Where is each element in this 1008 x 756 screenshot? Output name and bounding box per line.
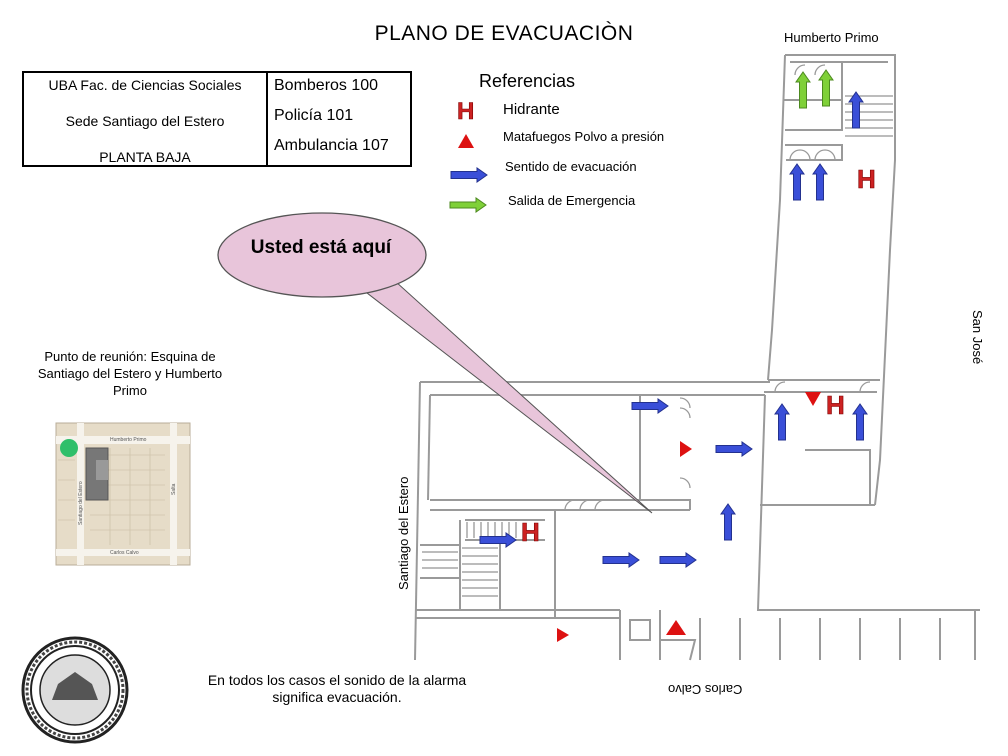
firefighters-number: Bomberos 100	[274, 77, 379, 94]
legend-title: Referencias	[479, 71, 576, 91]
building-walls	[415, 55, 980, 660]
door-swings	[565, 65, 870, 510]
legend-extinguisher-label: Matafuegos Polvo a presión	[503, 129, 665, 144]
ambulance-number: Ambulancia 107	[274, 137, 389, 154]
street-label-san-jose: San José	[970, 310, 985, 365]
legend-hydrant-label: Hidrante	[503, 101, 560, 118]
hydrant-icon: H	[826, 390, 845, 420]
hydrant-icon: H	[521, 517, 540, 547]
mini-map-street-right: Salta	[171, 483, 177, 495]
site-label: Sede Santiago del Estero	[65, 113, 225, 129]
extinguisher-icon	[680, 441, 692, 457]
floor-label: PLANTA BAJA	[99, 149, 191, 165]
institution-label: UBA Fac. de Ciencias Sociales	[48, 77, 242, 93]
police-number: Policía 101	[274, 107, 354, 124]
street-label-santiago-del-estero: Santiago del Estero	[396, 476, 411, 590]
page-title: PLANO DE EVACUACIÒN	[374, 22, 634, 45]
extinguisher-icon	[557, 628, 569, 642]
evacuation-arrows	[480, 92, 867, 567]
hydrant-markers	[521, 164, 876, 547]
extinguisher-icon	[666, 620, 686, 635]
street-label-humberto-primo: Humberto Primo	[784, 30, 879, 45]
meeting-point-marker	[60, 439, 78, 457]
extinguisher-icon	[805, 392, 821, 406]
meeting-point-text: Punto de reunión: Esquina de Santiago del Estero y Humberto Primo	[37, 349, 223, 398]
meeting-point-map	[56, 423, 190, 565]
street-label-carlos-calvo: Carlos Calvo	[668, 682, 743, 697]
legend-evac-arrow-icon	[451, 168, 487, 182]
exit-arrows	[796, 70, 833, 108]
legend-evac-label: Sentido de evacuación	[505, 159, 637, 174]
svg-text:H: H	[457, 98, 475, 125]
uba-seal-logo	[23, 638, 127, 742]
legend-hydrant-icon	[457, 98, 474, 125]
you-are-here-text: Usted está aquí	[250, 237, 392, 258]
legend-exit-arrow-icon	[450, 198, 486, 212]
legend-exit-label: Salida de Emergencia	[508, 193, 636, 208]
mini-map-street-bottom: Carlos Calvo	[110, 550, 139, 556]
hydrant-icon: H	[857, 164, 876, 194]
alarm-note: En todos los casos el sonido de la alarma significa evacuación.	[207, 672, 467, 705]
mini-map-street-top: Humberto Primo	[110, 437, 147, 443]
mini-map-street-left: Santiago del Estero	[78, 481, 84, 525]
legend-extinguisher-icon	[458, 134, 474, 148]
